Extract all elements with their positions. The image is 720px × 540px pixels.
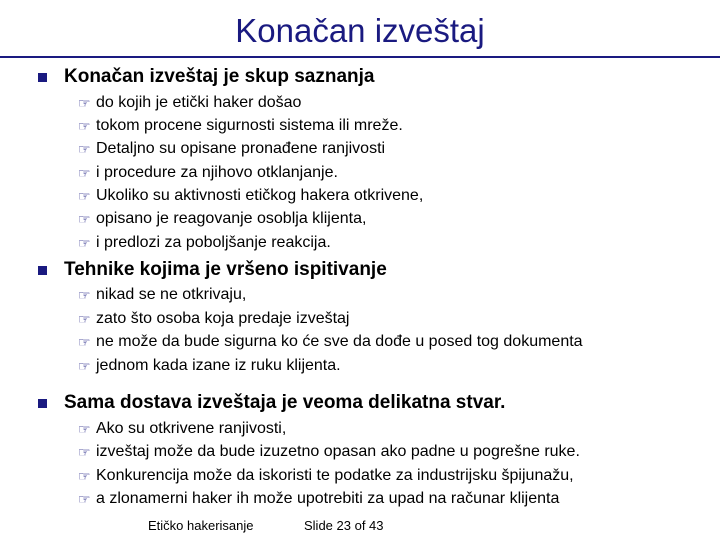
sub-item-text: i predlozi za poboljšanje reakcija. bbox=[96, 234, 331, 251]
pointing-hand-icon: ☞ bbox=[78, 118, 91, 134]
square-bullet-icon bbox=[38, 266, 47, 275]
footer-left: Etičko hakerisanje bbox=[148, 518, 254, 533]
pointing-hand-icon: ☞ bbox=[78, 165, 91, 181]
sub-item-text: Detaljno su opisane pronađene ranjivosti bbox=[96, 140, 386, 157]
pointing-hand-icon: ☞ bbox=[78, 287, 91, 303]
sub-item-text: opisano je reagovanje osoblja klijenta, bbox=[96, 210, 367, 227]
sub-item-text: Ukoliko su aktivnosti etičkog hakera otkrivene, bbox=[96, 187, 424, 204]
pointing-hand-icon: ☞ bbox=[78, 95, 91, 111]
slide-title: Konačan izveštaj bbox=[235, 12, 485, 49]
sub-item-text: Konkurencija može da iskoristi te podatke za industrijsku špijunažu, bbox=[96, 467, 574, 484]
title-underline bbox=[0, 56, 720, 58]
sub-item-text: do kojih je etički haker došao bbox=[96, 94, 302, 111]
pointing-hand-icon: ☞ bbox=[78, 235, 91, 251]
pointing-hand-icon: ☞ bbox=[78, 311, 91, 327]
pointing-hand-icon: ☞ bbox=[78, 334, 91, 350]
pointing-hand-icon: ☞ bbox=[78, 421, 91, 437]
pointing-hand-icon: ☞ bbox=[78, 188, 91, 204]
sub-item-text: izveštaj može da bude izuzetno opasan ako padne u pogrešne ruke. bbox=[96, 443, 580, 460]
sub-item-text: nikad se ne otkrivaju, bbox=[96, 286, 247, 303]
sub-item-text: i procedure za njihovo otklanjanje. bbox=[96, 164, 338, 181]
bullet-text: Konačan izveštaj je skup saznanja bbox=[64, 66, 375, 87]
pointing-hand-icon: ☞ bbox=[78, 444, 91, 460]
bullet-text: Sama dostava izveštaja je veoma delikatna stvar. bbox=[64, 392, 506, 413]
square-bullet-icon bbox=[38, 73, 47, 82]
slide-number: Slide 23 of 43 bbox=[304, 518, 384, 533]
sub-item-text: tokom procene sigurnosti sistema ili mreže. bbox=[96, 117, 403, 134]
sub-item-text: ne može da bude sigurna ko će sve da dođe u posed tog dokumenta bbox=[96, 333, 583, 350]
sub-item-text: jednom kada izane iz ruku klijenta. bbox=[96, 357, 341, 374]
pointing-hand-icon: ☞ bbox=[78, 141, 91, 157]
pointing-hand-icon: ☞ bbox=[78, 358, 91, 374]
sub-item-text: zato što osoba koja predaje izveštaj bbox=[96, 310, 350, 327]
sub-item-text: a zlonamerni haker ih može upotrebiti za upad na računar klijenta bbox=[96, 490, 560, 507]
pointing-hand-icon: ☞ bbox=[78, 211, 91, 227]
bullet-text: Tehnike kojima je vršeno ispitivanje bbox=[64, 259, 387, 280]
pointing-hand-icon: ☞ bbox=[78, 491, 91, 507]
square-bullet-icon bbox=[38, 399, 47, 408]
pointing-hand-icon: ☞ bbox=[78, 468, 91, 484]
sub-item-text: Ako su otkrivene ranjivosti, bbox=[96, 420, 287, 437]
